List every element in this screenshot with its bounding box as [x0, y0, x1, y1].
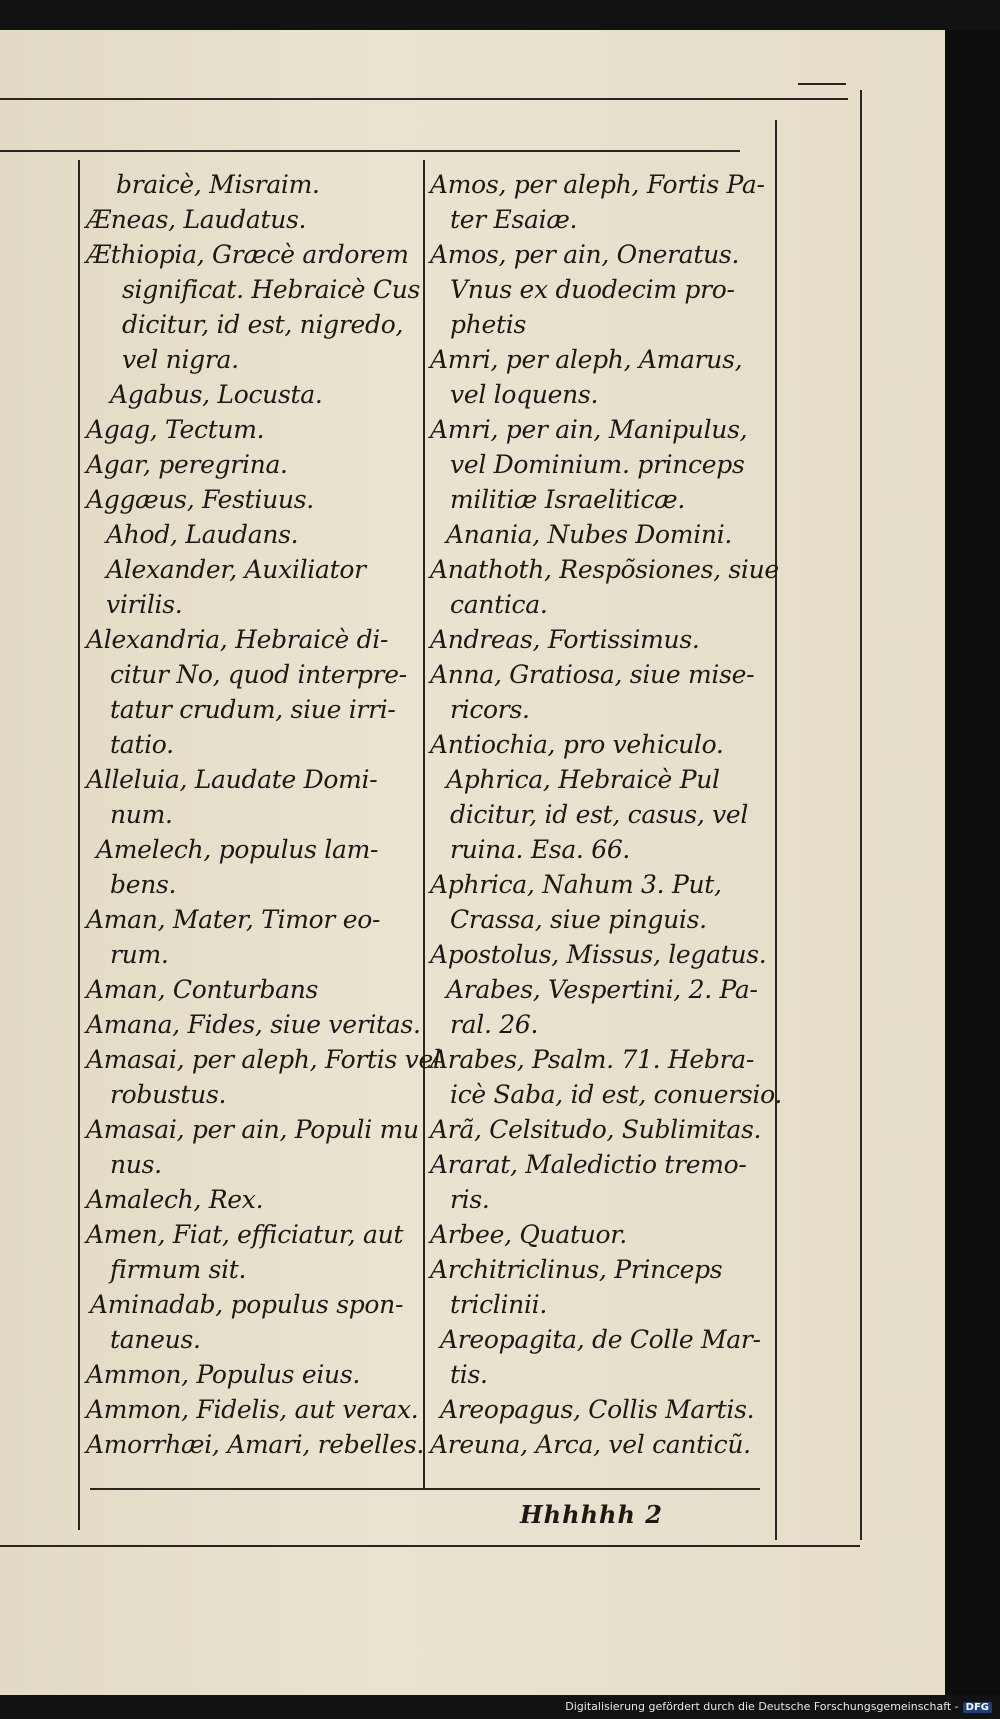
entry-line: rum. — [110, 940, 169, 969]
entry-line: Amen, Fiat, efficiatur, aut — [86, 1220, 404, 1249]
entry-line: Ararat, Maledictio tremo- — [430, 1150, 747, 1179]
entry-line: Amalech, Rex. — [86, 1185, 264, 1214]
entry-line: Aman, Conturbans — [86, 975, 319, 1004]
entry-line: Areuna, Arca, vel canticũ. — [430, 1430, 751, 1459]
entry-line: ricors. — [450, 695, 530, 724]
entry-line: triclinii. — [450, 1290, 548, 1319]
entry-line: Vnus ex duodecim pro- — [450, 275, 735, 304]
entry-line: Arabes, Vespertini, 2. Pa- — [446, 975, 758, 1004]
entry-line: Arã, Celsitudo, Sublimitas. — [430, 1115, 762, 1144]
entry-line: firmum sit. — [110, 1255, 247, 1284]
entry-line: ruina. Esa. 66. — [450, 835, 631, 864]
entry-line: vel Dominium. princeps — [450, 450, 745, 479]
scan-background — [945, 30, 1000, 1695]
entry-line: vel loquens. — [450, 380, 599, 409]
entry-line: Alleluia, Laudate Domi- — [86, 765, 378, 794]
digitization-credit — [565, 1700, 992, 1713]
entry-line: Amelech, populus lam- — [96, 835, 379, 864]
entry-line: Architriclinus, Princeps — [430, 1255, 723, 1284]
credit-text: Digitalisierung gefördert durch die Deutsche Forschungsgemeinschaft - — [565, 1700, 959, 1713]
entry-line: Amasai, per ain, Populi mu — [86, 1115, 419, 1144]
outer-right-rule — [860, 90, 862, 1540]
entry-line: tis. — [450, 1360, 488, 1389]
entry-line: Amri, per ain, Manipulus, — [430, 415, 748, 444]
right-margin-rule — [775, 120, 777, 1540]
entry-line: Amasai, per aleph, Fortis vel — [86, 1045, 441, 1074]
entry-line: Aphrica, Nahum 3. Put, — [430, 870, 722, 899]
header-rule — [0, 150, 740, 152]
entry-line: taneus. — [110, 1325, 201, 1354]
entry-line: significat. Hebraicè Cus — [122, 275, 421, 304]
entry-line: robustus. — [110, 1080, 227, 1109]
bottom-rule — [0, 1545, 860, 1547]
left-column — [86, 168, 441, 1488]
entry-line: Areopagita, de Colle Mar- — [440, 1325, 761, 1354]
entry-line: Ahod, Laudans. — [106, 520, 299, 549]
entry-line: Amri, per aleph, Amarus, — [430, 345, 743, 374]
entry-line: Amos, per aleph, Fortis Pa- — [430, 170, 765, 199]
entry-line: num. — [110, 800, 173, 829]
entry-line: Aman, Mater, Timor eo- — [86, 905, 381, 934]
entry-line: militiæ Israeliticæ. — [450, 485, 686, 514]
top-rule-short — [798, 83, 846, 85]
entry-line: Anna, Gratiosa, siue mise- — [430, 660, 755, 689]
entry-line: phetis — [450, 310, 526, 339]
entry-line: icè Saba, id est, conuersio. — [450, 1080, 783, 1109]
entry-line: Anania, Nubes Domini. — [446, 520, 733, 549]
entry-line: Amana, Fides, siue veritas. — [86, 1010, 421, 1039]
entry-line: ral. 26. — [450, 1010, 539, 1039]
entry-line: ris. — [450, 1185, 490, 1214]
entry-line: Agar, peregrina. — [86, 450, 288, 479]
entry-line: dicitur, id est, casus, vel — [450, 800, 749, 829]
right-column — [430, 168, 783, 1488]
entry-line: Aminadab, populus spon- — [90, 1290, 404, 1319]
entry-line: Areopagus, Collis Martis. — [440, 1395, 755, 1424]
entry-line: Ammon, Fidelis, aut verax. — [86, 1395, 419, 1424]
entry-line: braicè, Misraim. — [116, 170, 320, 199]
entry-line: Arabes, Psalm. 71. Hebra- — [430, 1045, 755, 1074]
entry-line: dicitur, id est, nigredo, — [122, 310, 404, 339]
entry-line: Aggæus, Festiuus. — [86, 485, 314, 514]
entry-line: Apostolus, Missus, legatus. — [430, 940, 767, 969]
entry-line: Aphrica, Hebraicè Pul — [446, 765, 720, 794]
entry-line: Alexander, Auxiliator — [106, 555, 366, 584]
entry-line: Ammon, Populus eius. — [86, 1360, 361, 1389]
entry-line: tatur crudum, siue irri- — [110, 695, 396, 724]
entry-line: Amorrhæi, Amari, rebelles. — [86, 1430, 425, 1459]
entry-line: Andreas, Fortissimus. — [430, 625, 700, 654]
dfg-logo: DFG — [963, 1702, 992, 1713]
entry-line: ter Esaiæ. — [450, 205, 578, 234]
signature-mark: Hhhhhh 2 — [520, 1500, 663, 1529]
column-divider — [423, 160, 425, 1490]
entry-line: bens. — [110, 870, 177, 899]
entry-line: Amos, per ain, Oneratus. — [430, 240, 740, 269]
entry-line: Agabus, Locusta. — [110, 380, 323, 409]
entry-line: Agag, Tectum. — [86, 415, 265, 444]
footer-rule — [90, 1488, 760, 1490]
entry-line: Anathoth, Respõsiones, siue — [430, 555, 779, 584]
entry-line: Æthiopia, Græcè ardorem — [86, 240, 409, 269]
entry-line: citur No, quod interpre- — [110, 660, 407, 689]
entry-line: nus. — [110, 1150, 162, 1179]
top-rule — [0, 98, 848, 100]
entry-line: Crassa, siue pinguis. — [450, 905, 707, 934]
entry-line: Alexandria, Hebraicè di- — [86, 625, 389, 654]
entry-line: Arbee, Quatuor. — [430, 1220, 627, 1249]
entry-line: vel nigra. — [122, 345, 239, 374]
entry-line: tatio. — [110, 730, 174, 759]
entry-line: Antiochia, pro vehiculo. — [430, 730, 724, 759]
entry-line: Æneas, Laudatus. — [86, 205, 307, 234]
left-margin-rule — [78, 160, 80, 1530]
entry-line: cantica. — [450, 590, 548, 619]
entry-line: virilis. — [106, 590, 183, 619]
